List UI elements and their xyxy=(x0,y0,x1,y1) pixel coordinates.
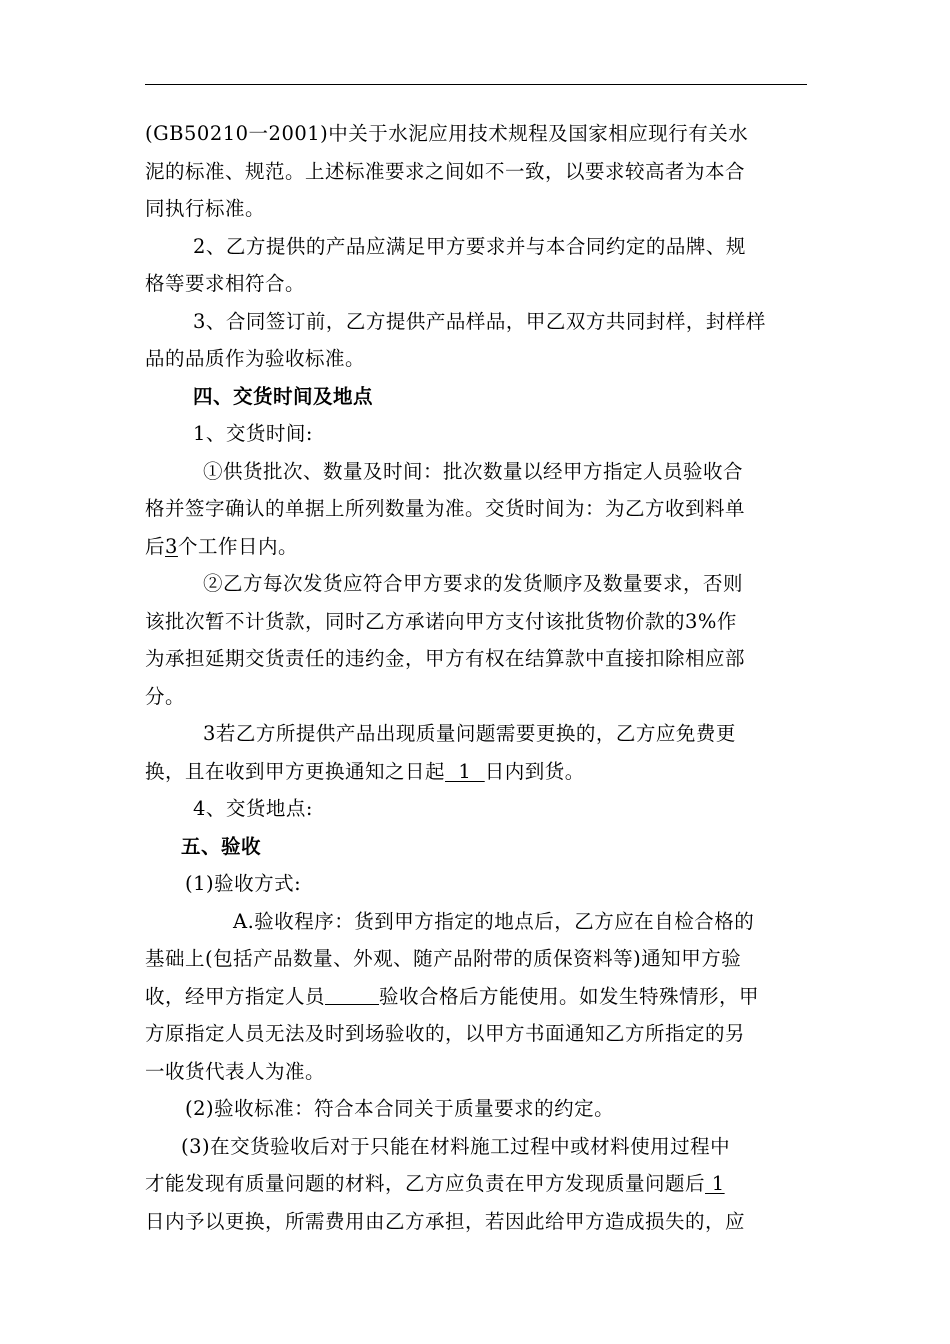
text-segment: (3)在交货验收后对于只能在材料施工过程中或材料使用过程中 xyxy=(181,1134,731,1158)
text-line xyxy=(145,303,807,341)
text-segment: 2、乙方提供的产品应满足甲方要求并与本合同约定的品牌、规 xyxy=(193,234,746,258)
paragraph xyxy=(145,378,807,416)
text-line xyxy=(145,753,807,791)
text-line xyxy=(145,340,807,378)
text-line xyxy=(145,715,807,753)
text-segment: 一收货代表人为准。 xyxy=(145,1059,326,1083)
text-segment: 该批次暂不计货款，同时乙方承诺向甲方支付该批货物价款的3%作 xyxy=(145,609,737,633)
paragraph xyxy=(145,303,807,378)
text-segment: 3若乙方所提供产品出现质量问题需要更换的，乙方应免费更 xyxy=(203,722,736,745)
text-segment: (GB50210一2001)中关于水泥应用技术规程及国家相应现行有关水 xyxy=(145,122,749,145)
text-line xyxy=(145,528,807,566)
text-segment: ②乙方每次发货应符合甲方要求的发货顺序及数量要求，否则 xyxy=(203,572,744,595)
text-segment: (2)验收标准：符合本合同关于质量要求的约定。 xyxy=(185,1097,615,1120)
text-line xyxy=(145,228,807,266)
text-segment: 同执行标准。 xyxy=(145,197,266,220)
header-rule xyxy=(145,84,807,85)
text-segment: 3、合同签订前，乙方提供产品样品，甲乙双方共同封样，封样样 xyxy=(193,309,766,333)
text-line xyxy=(145,865,807,903)
text-segment: (1)验收方式: xyxy=(185,872,302,895)
text-segment: 品的品质作为验收标准。 xyxy=(145,347,366,370)
text-segment: 才能发现有质量问题的材料，乙方应负责在甲方发现质量问题后 xyxy=(145,1172,706,1195)
text-segment: 方原指定人员无法及时到场验收的，以甲方书面通知乙方所指定的另 xyxy=(145,1022,746,1045)
fill-in-blank xyxy=(325,982,379,1005)
text-segment: 泥的标准、规范。上述标准要求之间如不一致，以要求较高者为本合 xyxy=(145,159,746,183)
text-line xyxy=(145,490,807,528)
text-line xyxy=(145,678,807,716)
text-line xyxy=(145,603,807,641)
text-line xyxy=(145,828,807,866)
text-segment: 1、交货时间: xyxy=(193,422,313,445)
text-segment: 个工作日内。 xyxy=(177,534,298,558)
underlined-value: 1 xyxy=(705,1172,725,1195)
paragraph xyxy=(145,903,807,1091)
text-line xyxy=(145,1165,807,1203)
text-segment: 换，且在收到甲方更换通知之日起 xyxy=(145,759,446,783)
paragraph xyxy=(145,115,807,228)
paragraph xyxy=(145,715,807,790)
text-line xyxy=(145,940,807,978)
document-body xyxy=(145,115,807,1240)
text-line xyxy=(145,190,807,228)
paragraph xyxy=(145,565,807,715)
paragraph xyxy=(145,228,807,303)
paragraph xyxy=(145,1128,807,1241)
text-segment: 五、验收 xyxy=(181,834,262,858)
text-segment: 格等要求相符合。 xyxy=(145,272,306,295)
text-line xyxy=(145,1053,807,1091)
underlined-value: 1 xyxy=(445,759,485,783)
text-segment: 分。 xyxy=(145,684,186,708)
text-line xyxy=(145,1203,807,1241)
text-segment: A.验收程序：货到甲方指定的地点后，乙方应在自检合格的 xyxy=(233,909,755,933)
text-line xyxy=(145,640,807,678)
text-line xyxy=(145,978,807,1016)
text-segment: 四、交货时间及地点 xyxy=(193,384,374,408)
text-segment: 日内予以更换，所需费用由乙方承担，若因此给甲方造成损失的，应 xyxy=(145,1209,746,1233)
text-line xyxy=(145,115,807,153)
paragraph xyxy=(145,453,807,566)
paragraph xyxy=(145,1090,807,1128)
underlined-value: 3 xyxy=(165,534,178,558)
text-segment: 日内到货。 xyxy=(484,759,585,783)
text-line xyxy=(145,1128,807,1166)
paragraph xyxy=(145,865,807,903)
text-segment: 格并签字确认的单据上所列数量为准。交货时间为：为乙方收到料单 xyxy=(145,497,746,520)
paragraph xyxy=(145,790,807,828)
text-line xyxy=(145,903,807,941)
text-line xyxy=(145,265,807,303)
text-line xyxy=(145,453,807,491)
text-line xyxy=(145,1015,807,1053)
paragraph xyxy=(145,415,807,453)
text-segment: 后 xyxy=(145,534,166,558)
text-line xyxy=(145,153,807,191)
text-segment: 为承担延期交货责任的违约金，甲方有权在结算款中直接扣除相应部 xyxy=(145,647,746,670)
text-line xyxy=(145,415,807,453)
text-segment: ①供货批次、数量及时间：批次数量以经甲方指定人员验收合 xyxy=(203,459,744,483)
text-segment: 验收合格后方能使用。如发生特殊情形，甲 xyxy=(379,984,760,1008)
text-line xyxy=(145,1090,807,1128)
text-line xyxy=(145,565,807,603)
text-segment: 收，经甲方指定人员 xyxy=(145,984,326,1008)
text-line xyxy=(145,790,807,828)
paragraph xyxy=(145,828,807,866)
text-segment: 基础上(包括产品数量、外观、随产品附带的质保资料等)通知甲方验 xyxy=(145,947,742,970)
text-line xyxy=(145,378,807,416)
text-segment: 4、交货地点: xyxy=(193,797,313,820)
